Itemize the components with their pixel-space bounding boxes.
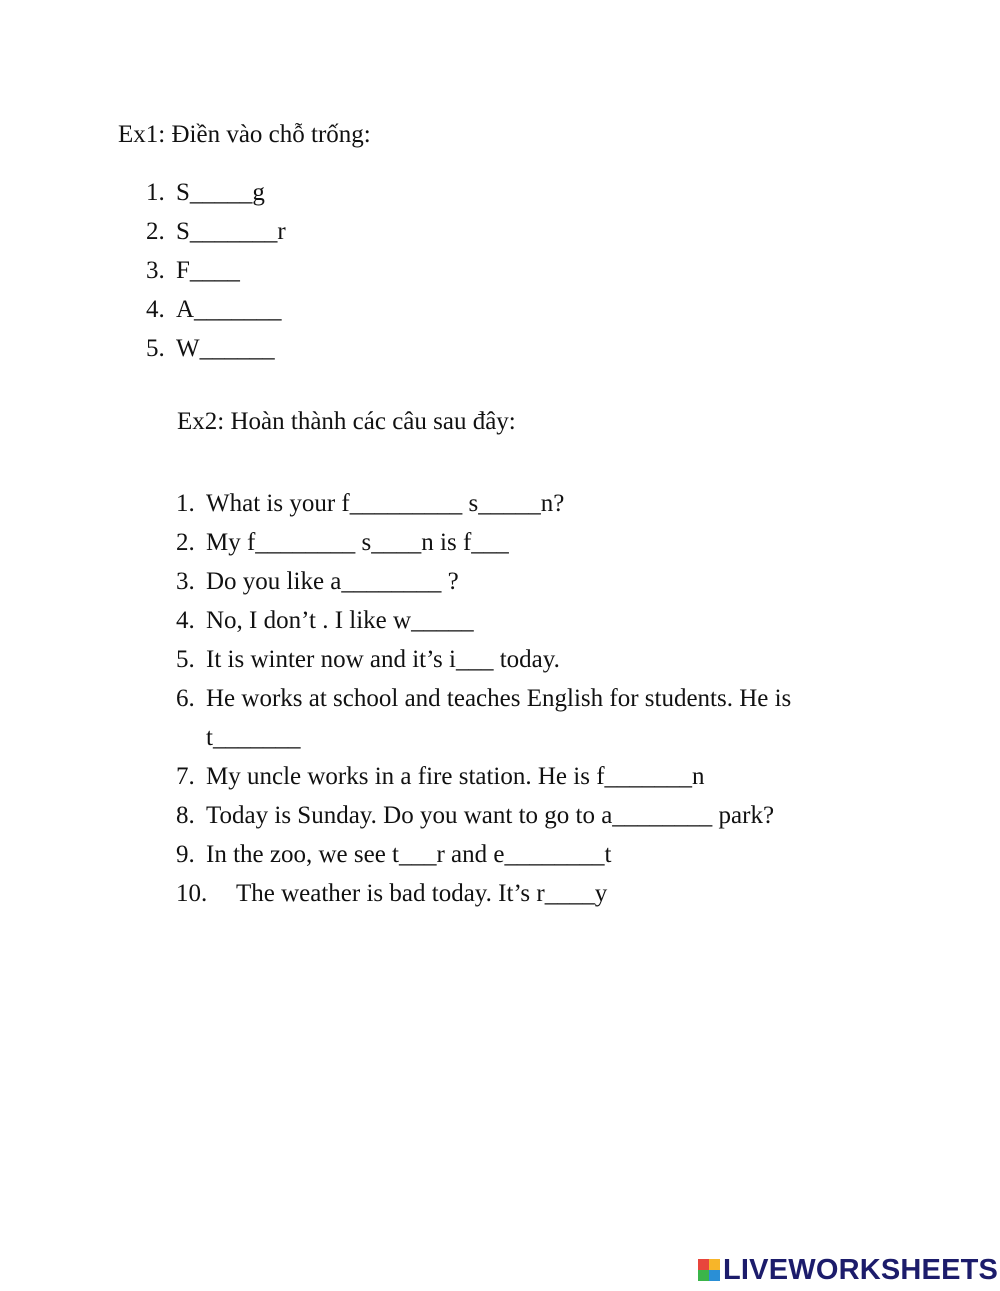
item-number: 3. [146,257,165,284]
list-item [176,679,896,757]
logo-square-blue [709,1270,720,1281]
list-item [146,173,286,212]
item-text: My uncle works in a fire station. He is f_______n [206,763,705,790]
item-text: It is winter now and it’s i___ today. [206,646,560,673]
exercise2-heading: Ex2: Hoàn thành các câu sau đây: [177,408,516,435]
item-text: A_______ [176,296,282,323]
list-item [176,601,896,640]
item-text: Do you like a________ ? [206,568,459,595]
item-text: S_____g [176,179,265,206]
list-item [176,796,896,835]
list-item [146,251,286,290]
logo-square-yellow [709,1259,720,1270]
exercise1-heading: Ex1: Điền vào chỗ trống: [118,121,371,148]
item-number: 3. [176,568,195,595]
item-number: 5. [146,335,165,362]
item-number: 1. [146,179,165,206]
list-item [176,874,896,913]
list-item [176,523,896,562]
item-number: 8. [176,802,195,829]
liveworksheets-logo [698,1255,998,1285]
item-text: No, I don’t . I like w_____ [206,607,474,634]
list-item [176,640,896,679]
item-text: He works at school and teaches English for students. He is t_______ [206,685,792,751]
item-number: 5. [176,646,195,673]
item-number: 9. [176,841,195,868]
item-number: 7. [176,763,195,790]
logo-square-green [698,1270,709,1281]
item-number: 2. [146,218,165,245]
list-item [146,329,286,368]
item-number: 4. [146,296,165,323]
liveworksheets-logo-icon [698,1259,720,1281]
item-text: The weather is bad today. It’s r____y [236,880,608,907]
item-text: W______ [176,335,275,362]
item-text: Today is Sunday. Do you want to go to a________ park? [206,802,775,829]
logo-square-red [698,1259,709,1270]
list-item [146,290,286,329]
item-number: 10. [176,880,208,907]
exercise2-list [176,484,896,913]
item-number: 1. [176,490,195,517]
item-number: 2. [176,529,195,556]
item-text: What is your f_________ s_____n? [206,490,565,517]
item-text: In the zoo, we see t___r and e________t [206,841,612,868]
exercise1-list [146,173,286,368]
list-item [176,757,896,796]
logo-text: LIVEWORKSHEETS [723,1254,999,1286]
list-item [176,484,896,523]
list-item [176,835,896,874]
item-number: 6. [176,685,195,712]
list-item [146,212,286,251]
list-item [176,562,896,601]
item-number: 4. [176,607,195,634]
item-text: My f________ s____n is f___ [206,529,509,556]
item-text: S_______r [176,218,286,245]
item-text: F____ [176,257,240,284]
